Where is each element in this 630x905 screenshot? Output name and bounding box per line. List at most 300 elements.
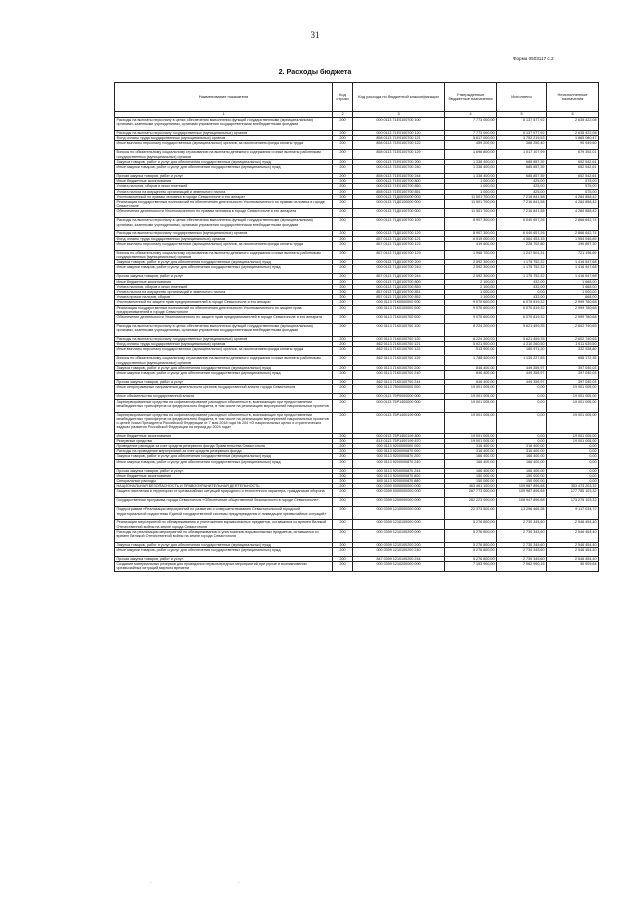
row-approved: 6 519 000,00 [445,236,497,241]
row-unexecuted: 2 635 422,08 [547,131,599,136]
row-kbk: 000 0113 71Е0100700 800 [353,179,445,184]
row-executed: 109 987 896,68 [497,484,547,489]
row-unexecuted: 1 416 547,68 [547,260,599,265]
row-kbk: 858 0113 71Е0100700 244 [353,174,445,179]
row-approved: 2 100,00 [445,284,497,289]
row-kbk: 000 0300 0000000000 000 [353,484,445,489]
row-name: Уплата налога на имущество организаций и земельного налога [115,189,333,194]
row-executed: 5 621 459,35 [497,337,547,342]
row-executed: 425,00 [497,179,547,184]
row-name: Иные обязательства государственной власти [115,394,333,399]
row-approved: 8 907 300,00 [445,231,497,236]
row-kbk: 000 0113 9200000000 000 [353,443,445,448]
row-approved: 19 001 005,00 [445,412,497,433]
row-code: 200 [333,542,353,547]
row-executed: 4 564 453,15 [497,236,547,241]
row-executed: 7 216 841,58 [497,194,547,199]
row-approved: 22 373 500,00 [445,507,497,520]
table-row [115,250,599,259]
row-unexecuted: 397 040,03 [547,371,599,380]
column-number: 3 [353,112,445,118]
row-kbk: 000 0113 71Е0100700 850 [353,184,445,189]
row-code: 200 [333,265,353,274]
row-code: 200 [333,150,353,159]
header-unexecuted: Неисполненные назначения [547,83,599,112]
row-executed: 166 400,00 [497,468,547,473]
row-code: 200 [333,136,353,141]
row-name: Закупка товаров, работ и услуг для обеспечения государственных (муниципальных) нужд [115,365,333,370]
row-kbk: 000 0113 75P1400199 800 [353,433,445,438]
row-unexecuted: 1 668,00 [547,279,599,284]
row-unexecuted: 173 275 103,32 [547,498,599,507]
row-kbk: 000 0113 71Д0100700 240 [353,265,445,274]
row-approved: 1 338 400,00 [445,165,497,174]
row-executed: 2 730 345,60 [497,529,547,542]
row-kbk: 845 0113 9200000870 880 [353,478,445,483]
row-unexecuted: 0,00 [547,478,599,483]
row-executed: 685 857,39 [497,174,547,179]
row-name: Защита населения и территории от чрезвычайных ситуаций природного и техногенного характера, гражданская оборона [115,489,333,498]
row-approved: 1 338 400,00 [445,159,497,164]
row-unexecuted: 397 040,03 [547,380,599,385]
row-approved: 5 276 800,00 [445,542,497,547]
row-approved: 287 773 000,00 [445,489,497,498]
row-code: 200 [333,279,353,284]
row-approved: 1 100,00 [445,295,497,300]
row-kbk: 000 0113 9200000870 800 [353,473,445,478]
row-kbk: 000 0113 9200000870 240 [353,459,445,468]
row-executed: 449 359,97 [497,380,547,385]
row-code: 200 [333,454,353,459]
row-approved: 1 000,00 [445,184,497,189]
row-executed: 1 175 752,32 [497,260,547,265]
row-code: 200 [333,478,353,483]
row-executed: 0,00 [497,399,547,412]
table-row [115,562,599,571]
row-executed: 6 070 819,32 [497,315,547,324]
row-approved: 7 773 000,00 [445,131,497,136]
row-code: 200 [333,324,353,337]
row-code: 200 [333,529,353,542]
row-unexecuted: 1 416 547,68 [547,265,599,274]
row-executed: 1 247 501,31 [497,250,547,259]
row-kbk: 000 0113 71Е0100700 120 [353,131,445,136]
row-code: 200 [333,131,353,136]
row-name: Уплата налога на имущество организаций и земельного налога [115,290,333,295]
row-kbk: 862 0113 71К0100700 122 [353,347,445,356]
row-approved: 2 592 300,00 [445,260,497,265]
row-unexecuted: 332 928,80 [547,347,599,356]
row-code: 200 [333,556,353,561]
row-code: 200 [333,337,353,342]
row-executed: 4 310 260,50 [497,342,547,347]
column-number: 6 [547,112,599,118]
table-row [115,489,599,498]
table-row [115,371,599,380]
table-row [115,200,599,209]
row-unexecuted: 1 611 639,50 [547,342,599,347]
row-approved: 11 501 700,00 [445,194,497,199]
row-name: Реализация мероприятий по обезвреживанию и уничтожению взрывоопасных предметов, оставшихся со времен Великой Отечественной войны на земле города Севастополя [115,520,333,529]
header-kbk: Код расхода по бюджетной классификации [353,83,445,112]
row-kbk: 857 0113 71Д0100700 129 [353,250,445,259]
row-unexecuted: 0,00 [547,443,599,448]
expenses-table [114,82,599,572]
row-approved: 19 001 005,00 [445,394,497,399]
row-unexecuted: 19 001 005,00 [547,412,599,433]
row-name: Иные закупки товаров, работ и услуг для обеспечения государственных (муниципальных) нужд [115,547,333,556]
row-code: 200 [333,520,353,529]
row-kbk: 000 0113 71Д0100700 100 [353,218,445,231]
row-executed: 3 752 219,53 [497,136,547,141]
row-executed: 1 175 752,32 [497,274,547,279]
row-kbk: 000 0113 71К0000000 000 [353,300,445,305]
row-unexecuted: 19 001 005,00 [547,385,599,394]
row-unexecuted: 652 542,61 [547,174,599,179]
row-unexecuted: 177 785 103,32 [547,489,599,498]
row-kbk: 000 0113 75P1400199 000 [353,412,445,433]
row-kbk: 000 0113 75P1400000 000 [353,399,445,412]
row-executed: 685 857,39 [497,165,547,174]
row-kbk: 862 0113 71К0100700 129 [353,356,445,365]
row-code: 200 [333,141,353,150]
row-approved: 1 000,00 [445,189,497,194]
row-name: Специальные расходы [115,478,333,483]
row-kbk: 857 0113 71Д0100700 852 [353,295,445,300]
row-approved: 19 001 005,00 [445,433,497,438]
row-code: 200 [333,562,353,571]
row-code: 200 [333,385,353,394]
row-code: 200 [333,241,353,250]
row-approved: 459 200,00 [445,141,497,150]
column-number: 4 [445,112,497,118]
header-executed: Исполнено [497,83,547,112]
row-approved: 463 461 100,00 [445,484,497,489]
row-code: 200 [333,209,353,218]
row-executed: 150 000,00 [497,478,547,483]
row-approved: 282 223 000,00 [445,498,497,507]
row-executed: 13 256 465,28 [497,507,547,520]
row-executed: 0,00 [497,394,547,399]
row-kbk: 000 0113 71К0100700 240 [353,371,445,380]
row-name: Закупка товаров, работ и услуг для обеспечения государственных (муниципальных) нужд [115,159,333,164]
row-name: Закупка товаров, работ и услуг для обеспечения государственных (муниципальных) нужд [115,260,333,265]
table-header-row [115,83,599,112]
column-number: 2 [333,112,353,118]
row-executed: 5 621 459,35 [497,324,547,337]
row-unexecuted: 2 999 780,68 [547,300,599,305]
row-executed: 432,00 [497,279,547,284]
table-row [115,459,599,468]
row-unexecuted: 90 949,60 [547,141,599,150]
row-approved: 7 153 900,00 [445,562,497,571]
row-approved: 1 338 400,00 [445,174,497,179]
row-kbk: 000 0113 71Е0100700 100 [353,118,445,131]
row-unexecuted: 0,00 [547,449,599,454]
row-approved: 1 968 700,00 [445,250,497,259]
row-executed: 109 987 896,68 [497,489,547,498]
row-kbk: 000 0113 9200000870 244 [353,468,445,473]
row-name: НАЦИОНАЛЬНАЯ БЕЗОПАСНОСТЬ И ПРАВООХРАНИТЕЛЬНАЯ ДЕЯТЕЛЬНОСТЬ [115,484,333,489]
row-name: Взносы по обязательному социальному страхованию на выплаты денежного содержания и иные выплаты работникам государственных (муниципальных) органов [115,356,333,365]
row-kbk: 000 0113 71Д0100700 000 [353,209,445,218]
table-row [115,385,599,394]
row-unexecuted: 2 999 780,68 [547,305,599,314]
row-unexecuted: 4 284 858,42 [547,194,599,199]
row-approved: 9 070 600,00 [445,305,497,314]
table-row [115,218,599,231]
row-approved: 1 788 400,00 [445,356,497,365]
row-kbk: 000 0113 71К0100700 100 [353,324,445,337]
row-approved: 8 224 200,00 [445,337,497,342]
row-name: Фонд оплаты труда государственных (муниципальных) органов [115,236,333,241]
row-kbk: 847 0309 1210100200 244 [353,556,445,561]
row-approved: 419 600,00 [445,241,497,250]
row-executed: 166 400,00 [497,459,547,468]
row-unexecuted: 679 392,01 [547,150,599,159]
row-unexecuted: 9 117 034,72 [547,507,599,520]
row-kbk: 000 0309 1200000000 000 [353,498,445,507]
row-code: 200 [333,356,353,365]
row-executed: 425,00 [497,189,547,194]
row-code: 200 [333,159,353,164]
row-unexecuted: 2 866 642,74 [547,218,599,231]
table-row [115,118,599,131]
row-code: 200 [333,315,353,324]
row-unexecuted: 0,00 [547,468,599,473]
row-name: Уплата налогов, сборов и иных платежей [115,284,333,289]
row-executed: 180 971,20 [497,347,547,356]
row-code: 200 [333,433,353,438]
row-executed: 7 062 990,16 [497,562,547,571]
column-number: 5 [497,112,547,118]
row-unexecuted: 353 473 203,32 [547,484,599,489]
row-code: 200 [333,174,353,179]
row-name: Иные закупки товаров, работ и услуг для обеспечения государственных (муниципальных) нужд [115,371,333,380]
table-row [115,324,599,337]
row-name: Уплата налогов, сборов и иных платежей [115,184,333,189]
row-name: Реализация государственных полномочий по обеспечению деятельности Уполномоченного по защите прав предпринимателей в городе Севастополе [115,305,333,314]
row-code: 200 [333,412,353,433]
row-name: Уплата прочих налогов, сборов [115,295,333,300]
row-kbk: 000 0113 7500000000 000 [353,385,445,394]
row-kbk: 858 0113 71Е0100700 129 [353,150,445,159]
row-executed: 0,00 [497,412,547,433]
row-name: Иные выплаты персоналу государственных (муниципальных) органов, за исключением фонда оплаты труда [115,141,333,150]
row-code: 200 [333,295,353,300]
row-approved: 7 773 000,00 [445,118,497,131]
row-name: Расходы на выплаты персоналу государственных (муниципальных) органов [115,231,333,236]
row-name: Иные непрограммные направления деятельности органов государственной власти города Севастополя [115,385,333,394]
row-kbk: 000 0113 71Д0100700 120 [353,231,445,236]
row-approved: 316 400,00 [445,449,497,454]
row-kbk: 000 0113 71К0100700 000 [353,315,445,324]
row-unexecuted: 575,00 [547,184,599,189]
row-kbk: 000 0113 75P0000000 000 [353,394,445,399]
table-body [115,118,599,572]
row-code: 200 [333,179,353,184]
row-executed: 316 400,00 [497,443,547,448]
row-executed: 432,00 [497,295,547,300]
row-executed: 7 216 841,58 [497,200,547,209]
section-title: 2. Расходы бюджета [278,67,352,76]
row-unexecuted: 0,00 [547,473,599,478]
row-kbk: 000 0113 71Е0100700 200 [353,159,445,164]
row-code: 200 [333,371,353,380]
row-unexecuted: 0,00 [547,459,599,468]
row-unexecuted: 652 542,61 [547,165,599,174]
row-approved: 150 000,00 [445,478,497,483]
row-name: Прочая закупка товаров, работ и услуг [115,380,333,385]
row-approved: 166 400,00 [445,454,497,459]
row-name: Иные выплаты персоналу государственных (муниципальных) органов, за исключением фонда оплаты труда [115,347,333,356]
row-approved: 846 400,00 [445,371,497,380]
row-unexecuted: 19 001 005,00 [547,399,599,412]
table-row [115,399,599,412]
row-approved: 846 400,00 [445,365,497,370]
row-name: Реализация государственных полномочий по обеспечению деятельности Уполномоченного по правам человека в городе Севастополе [115,200,333,209]
row-code: 200 [333,399,353,412]
row-name: Закупка товаров, работ и услуг для обеспечения государственных (муниципальных) нужд [115,454,333,459]
row-name: Расходы на выплаты персоналу в целях обеспечения выполнения функций государственными (муниципальными) органами, казенными учреждениями, органами управления государственными внебюджетными фондами [115,324,333,337]
row-kbk: 000 0309 1210100200 240 [353,547,445,556]
table-row [115,412,599,433]
row-unexecuted: 19 001 005,00 [547,438,599,443]
row-approved: 5 617 000,00 [445,136,497,141]
row-unexecuted: 2 999 780,68 [547,315,599,324]
row-kbk: 000 0113 71К0100700 200 [353,365,445,370]
row-name: Уполномоченный по защите прав предпринимателей в городе Севастополе и его аппарат [115,300,333,305]
row-name: Фонд оплаты труда государственных (муниципальных) органов [115,342,333,347]
row-kbk: 000 0113 71Д0100700 200 [353,260,445,265]
row-executed: 0,00 [497,385,547,394]
row-kbk: 862 0113 71К0100700 121 [353,342,445,347]
table-row [115,241,599,250]
row-name: Расходы на выплаты персоналу в целях обеспечения выполнения функций государственными (муниципальными) органами, казенными учреждениями, органами управления государственными внебюджетными фондами [115,218,333,231]
row-approved: 150 000,00 [445,473,497,478]
scan-mark: · [238,880,240,886]
row-name: Зарезервированные средства на софинансирование расходных обязательств, возникающих при предоставлении межбюджетных трансфертов из федерального бюджета, в том числе на реализацию мероприятий национальных проектов и целей Указа Президента Российской Федерации от 7 мая 2018 года № 204 «О национальных целях и стратегических задачах развития Российской Федерации на период до 2024 года» [115,412,333,433]
table-row [115,498,599,507]
row-code: 200 [333,118,353,131]
row-executed: 449 359,97 [497,365,547,370]
table-row [115,305,599,314]
row-approved: 19 001 005,00 [445,385,497,394]
row-executed: 150 000,00 [497,473,547,478]
row-kbk: 000 0113 9200000870 000 [353,449,445,454]
row-unexecuted: 658 172,35 [547,356,599,365]
row-name: Взносы по обязательному социальному страхованию на выплаты денежного содержания и иные выплаты работникам государственных (муниципальных) органов [115,250,333,259]
row-approved: 5 276 800,00 [445,556,497,561]
row-code: 200 [333,189,353,194]
row-name: Расходы на реализацию мероприятий по обезвреживанию и уничтожению взрывоопасных предметов, оставшихся со времен Великой Отечественной войны на земле города Севастополя [115,529,333,542]
table-row [115,529,599,542]
row-name: Прочая закупка товаров, работ и услуг [115,468,333,473]
row-executed: 6 070 819,32 [497,305,547,314]
row-executed: 1 175 752,32 [497,265,547,274]
row-approved: 11 501 700,00 [445,200,497,209]
row-code: 200 [333,274,353,279]
row-approved: 8 224 200,00 [445,324,497,337]
row-approved: 2 100,00 [445,279,497,284]
row-executed: 0,00 [497,438,547,443]
row-executed: 368 250,40 [497,141,547,150]
table-row [115,165,599,174]
row-code: 200 [333,507,353,520]
table-row [115,507,599,520]
row-kbk: 000 0113 71К0100700 120 [353,337,445,342]
row-kbk: 857 0113 71Д0100700 851 [353,290,445,295]
form-code: Форма 0503117 с.2 [513,56,554,61]
row-executed: 7 216 841,58 [497,209,547,218]
row-code: 200 [333,443,353,448]
row-name: Резервные средства [115,438,333,443]
row-kbk: 858 0113 71Е0100700 121 [353,136,445,141]
row-approved: 166 400,00 [445,459,497,468]
row-name: Иные выплаты персоналу государственных (муниципальных) органов, за исключением фонда оплаты труда [115,241,333,250]
row-unexecuted: 2 546 454,40 [547,520,599,529]
row-name: Зарезервированные средства на софинансирование расходных обязательств, возникающих при предоставлении межбюджетных трансфертов из федерального бюджета, в том числе на реализацию мероприятий национальных проектов [115,399,333,412]
row-executed: 228 702,80 [497,241,547,250]
row-executed: 108 947 896,68 [497,498,547,507]
table-row [115,315,599,324]
table-row [115,547,599,556]
row-name: Иные закупки товаров, работ и услуг для обеспечения государственных (муниципальных) нужд [115,459,333,468]
row-unexecuted: 1 416 547,68 [547,274,599,279]
row-code: 200 [333,165,353,174]
row-unexecuted: 1 865 080,47 [547,136,599,141]
row-code: 200 [333,300,353,305]
row-code: 200 [333,484,353,489]
row-approved: 11 501 700,00 [445,209,497,218]
row-name: Уполномоченный по правам человека в городе Севастополе и его аппарат [115,194,333,199]
row-code: 200 [333,438,353,443]
row-kbk: 000 0309 1210200000 000 [353,562,445,571]
row-name: Проведение расходов за счет средств резервного фонда Правительства Севастополя [115,443,333,448]
row-code: 200 [333,200,353,209]
row-executed: 6 040 657,26 [497,218,547,231]
row-unexecuted: 190 897,20 [547,241,599,250]
row-executed: 6 070 819,32 [497,300,547,305]
row-unexecuted: 721 198,69 [547,250,599,259]
row-code: 200 [333,380,353,385]
table-row [115,209,599,218]
row-unexecuted: 0,00 [547,454,599,459]
row-code: 200 [333,489,353,498]
row-unexecuted: 2 546 454,40 [547,542,599,547]
row-executed: 1 017 107,99 [497,150,547,159]
row-executed: 316 400,00 [497,449,547,454]
row-approved: 846 400,00 [445,380,497,385]
row-kbk: 857 0113 71Д0100700 122 [353,241,445,250]
row-name: Обеспечение деятельности Уполномоченного по правам человека в городе Севастополе и его аппарата [115,209,333,218]
row-approved: 2 592 300,00 [445,274,497,279]
row-kbk: 814 0113 75P1400199 870 [353,438,445,443]
row-code: 200 [333,394,353,399]
row-approved: 19 001 005,00 [445,438,497,443]
table-row [115,150,599,159]
row-kbk: 000 0113 71Д0000000 000 [353,194,445,199]
row-unexecuted: 397 040,03 [547,365,599,370]
row-kbk: 858 0113 71Е0100700 122 [353,141,445,150]
row-code: 200 [333,218,353,231]
row-unexecuted: 668,00 [547,295,599,300]
row-executed: 2 730 345,60 [497,547,547,556]
table-row [115,520,599,529]
row-approved: 5 921 900,00 [445,342,497,347]
row-unexecuted: 2 602 740,65 [547,324,599,337]
row-unexecuted: 1 668,00 [547,284,599,289]
